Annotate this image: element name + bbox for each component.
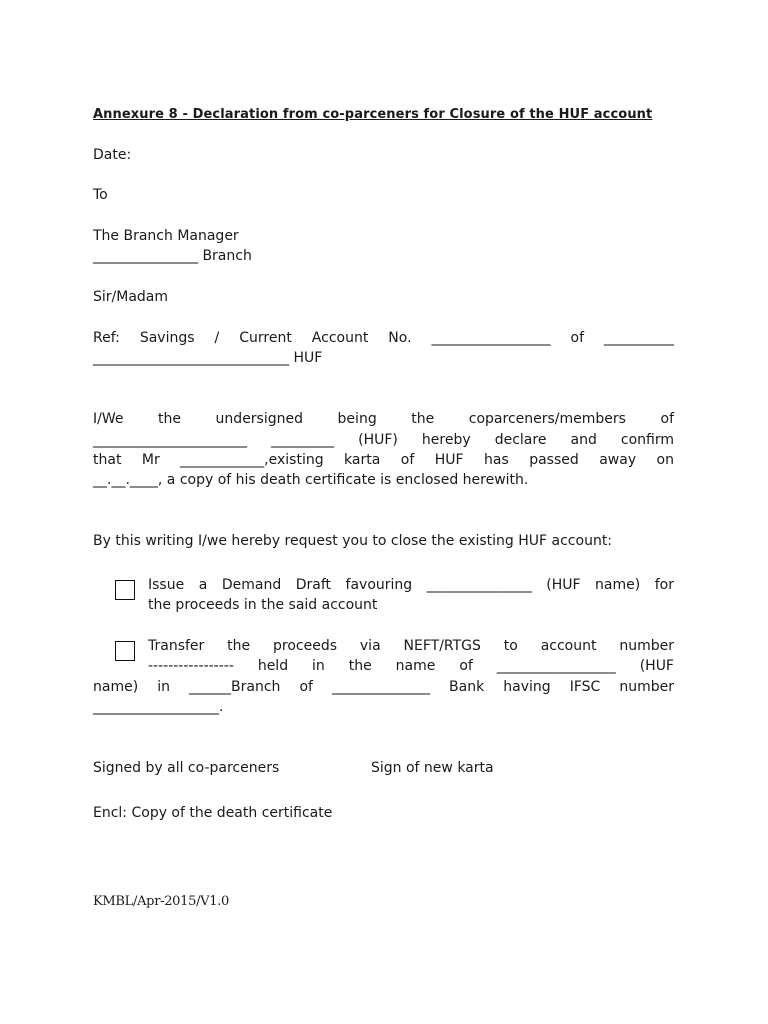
option-1-line-2: the proceeds in the said account bbox=[148, 597, 378, 613]
option-1-line-1: Issue a Demand Draft favouring _______________ (HUF name) for bbox=[148, 577, 674, 593]
declaration-line-4: __.__.____, a copy of his death certificate is enclosed herewith. bbox=[93, 472, 529, 488]
demand-draft-checkbox[interactable] bbox=[115, 580, 135, 600]
declaration-line-3: that Mr ____________,existing karta of HUF has passed away on bbox=[93, 452, 674, 468]
request-line: By this writing I/we hereby request you to close the existing HUF account: bbox=[93, 533, 613, 549]
to-label: To bbox=[93, 187, 108, 203]
option-2-line-4: __________________. bbox=[93, 699, 224, 715]
addressee: The Branch Manager bbox=[93, 228, 239, 244]
branch-line: _______________ Branch bbox=[93, 248, 252, 264]
declaration-line-2: ______________________ _________ (HUF) hereby declare and confirm bbox=[93, 432, 674, 448]
document-heading: Annexure 8 - Declaration from co-parceners for Closure of the HUF account bbox=[93, 107, 653, 122]
reference-line-1: Ref: Savings / Current Account No. _________________ of __________ bbox=[93, 330, 674, 346]
reference-line-2: ____________________________ HUF bbox=[93, 350, 323, 366]
neft-transfer-checkbox[interactable] bbox=[115, 641, 135, 661]
declaration-line-1: I/We the undersigned being the coparceners/members of bbox=[93, 411, 674, 427]
enclosure-note: Encl: Copy of the death certificate bbox=[93, 805, 333, 821]
salutation: Sir/Madam bbox=[93, 289, 169, 305]
sign-new-karta: Sign of new karta bbox=[371, 760, 494, 776]
signed-by-coparceners: Signed by all co-parceners bbox=[93, 760, 280, 776]
date-label: Date: bbox=[93, 147, 132, 163]
option-2-line-3: name) in ______Branch of ______________ Bank having IFSC number bbox=[93, 679, 674, 695]
option-2-line-2: ----------------- held in the name of _________________ (HUF bbox=[148, 658, 674, 674]
option-2-line-1: Transfer the proceeds via NEFT/RTGS to account number bbox=[148, 638, 674, 654]
footer-code: KMBL/Apr-2015/V1.0 bbox=[93, 894, 230, 909]
